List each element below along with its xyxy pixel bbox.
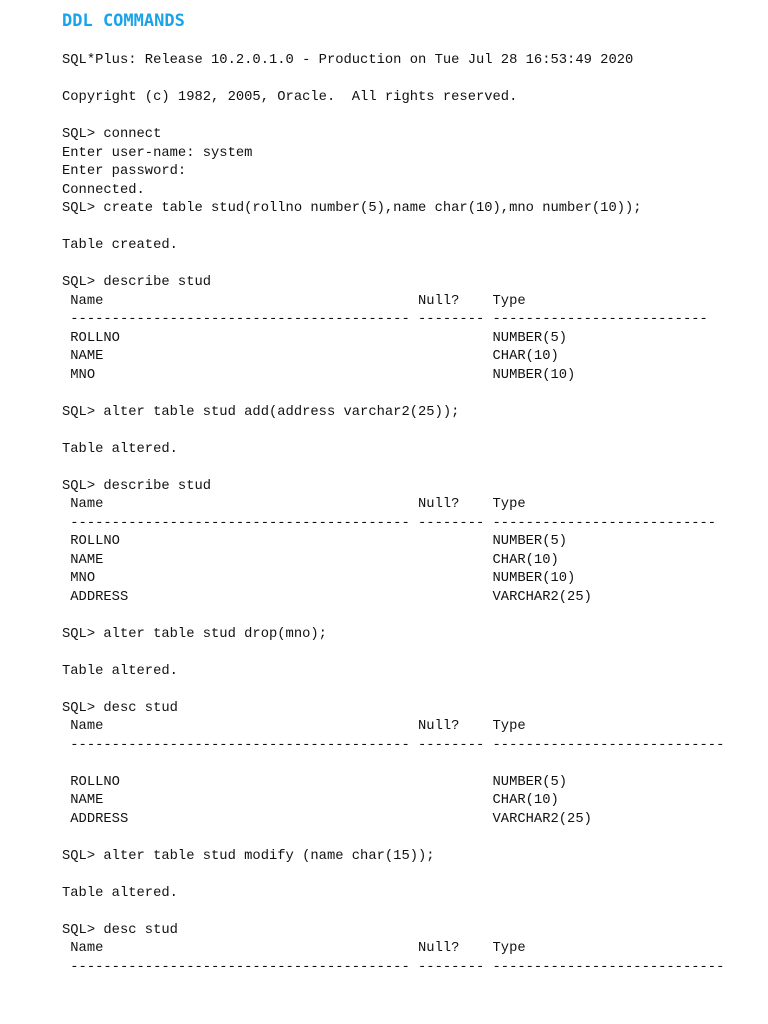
console-line: NAME CHAR(10) xyxy=(62,552,559,568)
console-line xyxy=(62,903,724,922)
console-line: SQL> alter table stud add(address varchar2(25)); xyxy=(62,404,460,420)
console-line: SQL> describe stud xyxy=(62,478,212,494)
console-line: Name Null? Type xyxy=(62,293,526,309)
console-line: Table altered. xyxy=(62,885,178,901)
console-line: Table created. xyxy=(62,238,178,253)
console-line xyxy=(62,755,724,774)
console-line: ADDRESS VARCHAR2(25) xyxy=(62,811,592,827)
console-line: ADDRESS VARCHAR2(25) xyxy=(62,589,592,605)
console-line: Table altered. xyxy=(62,663,178,679)
console-line: SQL*Plus: Release 10.2.0.1.0 - Production on Tue Jul 28 16:53:49 2020 xyxy=(62,53,634,68)
console-line xyxy=(62,256,724,275)
console-line: MNO NUMBER(10) xyxy=(62,367,576,383)
console-line: ----------------------------------------- -------- -------------------------- xyxy=(62,312,708,327)
console-line: Enter password: xyxy=(62,164,187,179)
console-line: Name Null? Type xyxy=(62,497,526,512)
console-line: ----------------------------------------- -------- ---------------------------- xyxy=(62,737,725,753)
console-line: ----------------------------------------- -------- --------------------------- xyxy=(62,515,717,531)
console-line: ROLLNO NUMBER(5) xyxy=(62,774,568,790)
console-line: MNO NUMBER(10) xyxy=(62,571,576,586)
console-line xyxy=(62,607,724,626)
console-line: SQL> desc stud xyxy=(62,700,178,716)
console-line: SQL> create table stud(rollno number(5),name char(10),mno number(10)); xyxy=(62,201,642,216)
console-line xyxy=(62,385,724,404)
console-line: Connected. xyxy=(62,182,145,198)
console-line xyxy=(62,681,724,700)
console-line xyxy=(62,108,724,127)
console-line: SQL> alter table stud modify (name char(15)); xyxy=(62,848,435,864)
console-line: Enter user-name: system xyxy=(62,145,253,161)
console-line: NAME CHAR(10) xyxy=(62,349,559,364)
page-title: DDL COMMANDS xyxy=(62,11,185,31)
console-line xyxy=(62,644,724,663)
console-line: Table altered. xyxy=(62,441,178,457)
sqlplus-transcript xyxy=(62,52,724,977)
console-line xyxy=(62,219,724,238)
console-line: ROLLNO NUMBER(5) xyxy=(62,330,568,346)
console-line: SQL> describe stud xyxy=(62,275,212,290)
console-line xyxy=(62,422,724,441)
console-line xyxy=(62,866,724,885)
console-line: ----------------------------------------- -------- ---------------------------- xyxy=(62,959,725,975)
console-line xyxy=(62,829,724,848)
console-line xyxy=(62,71,724,90)
console-line: Name Null? Type xyxy=(62,719,526,734)
console-line: ROLLNO NUMBER(5) xyxy=(62,534,568,549)
console-line: SQL> connect xyxy=(62,127,162,142)
console-line: Name Null? Type xyxy=(62,941,526,956)
console-line: NAME CHAR(10) xyxy=(62,793,559,808)
console-line: Copyright (c) 1982, 2005, Oracle. All rights reserved. xyxy=(62,90,518,105)
console-line: SQL> alter table stud drop(mno); xyxy=(62,626,327,642)
console-line xyxy=(62,459,724,478)
console-line: SQL> desc stud xyxy=(62,922,178,938)
